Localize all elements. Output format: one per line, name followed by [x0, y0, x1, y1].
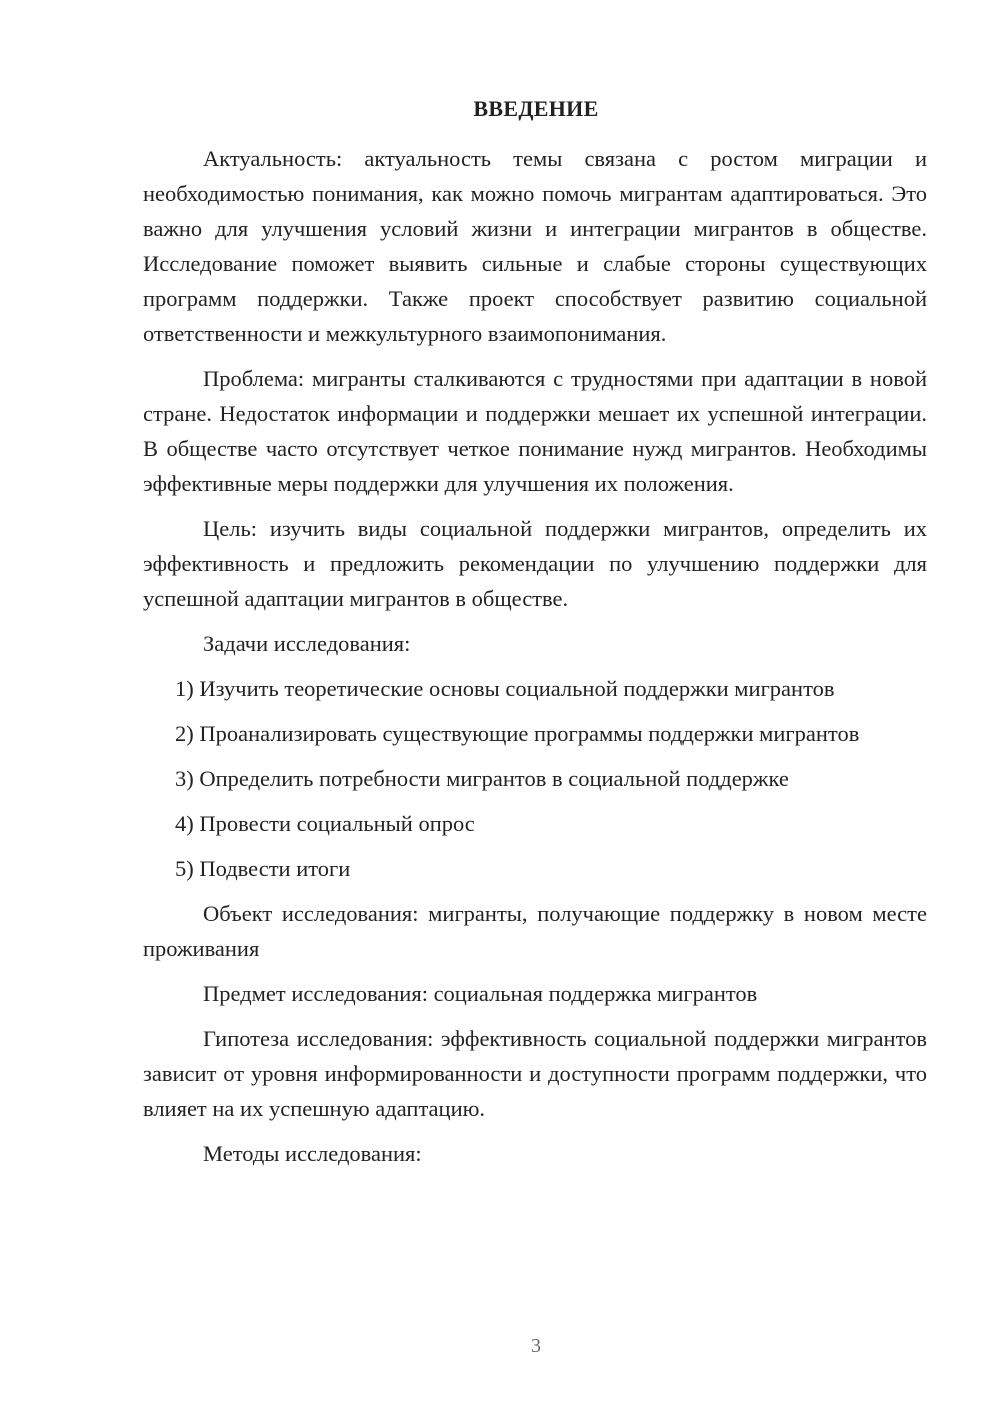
paragraph-object: Объект исследования: мигранты, получающие поддержку в новом месте проживания	[143, 901, 927, 961]
task-item-3: 3) Определить потребности мигрантов в социальной поддержке	[175, 766, 789, 791]
paragraph-hypothesis: Гипотеза исследования: эффективность социальной поддержки мигрантов зависит от уровня информированности и доступности программ поддержки, что влияет на их успешную адаптацию.	[143, 1026, 927, 1121]
paragraph-problem: Проблема: мигранты сталкиваются с трудностями при адаптации в новой стране. Недостаток информации и поддержки мешает их успешной интеграции. В обществе часто отсутствует четкое понимание нужд мигрантов. Необходимы эффективные меры поддержки для улучшения их положения.	[143, 366, 927, 496]
section-title: ВВЕДЕНИЕ	[473, 96, 599, 121]
page-number: 3	[531, 1335, 541, 1357]
paragraph-tasks-heading: Задачи исследования:	[203, 631, 411, 656]
paragraph-subject: Предмет исследования: социальная поддержка мигрантов	[203, 981, 758, 1006]
task-item-5: 5) Подвести итоги	[175, 856, 351, 881]
task-item-1: 1) Изучить теоретические основы социальной поддержки мигрантов	[175, 676, 835, 701]
task-item-4: 4) Провести социальный опрос	[175, 811, 475, 836]
paragraph-methods: Методы исследования:	[203, 1141, 422, 1166]
paragraph-relevance: Актуальность: актуальность темы связана с ростом миграции и необходимостью понимания, как можно помочь мигрантам адаптироваться. Это важно для улучшения условий жизни и интеграции мигрантов в обществе. Исследование поможет выявить сильные и слабые стороны существующих программ поддержки. Также проект способствует развитию социальной ответственности и межкультурного взаимопонимания.	[143, 146, 927, 346]
task-item-2: 2) Проанализировать существующие программы поддержки мигрантов	[175, 721, 860, 746]
paragraph-goal: Цель: изучить виды социальной поддержки мигрантов, определить их эффективность и предложить рекомендации по улучшению поддержки для успешной адаптации мигрантов в обществе.	[143, 516, 927, 611]
document-body	[143, 141, 927, 1181]
